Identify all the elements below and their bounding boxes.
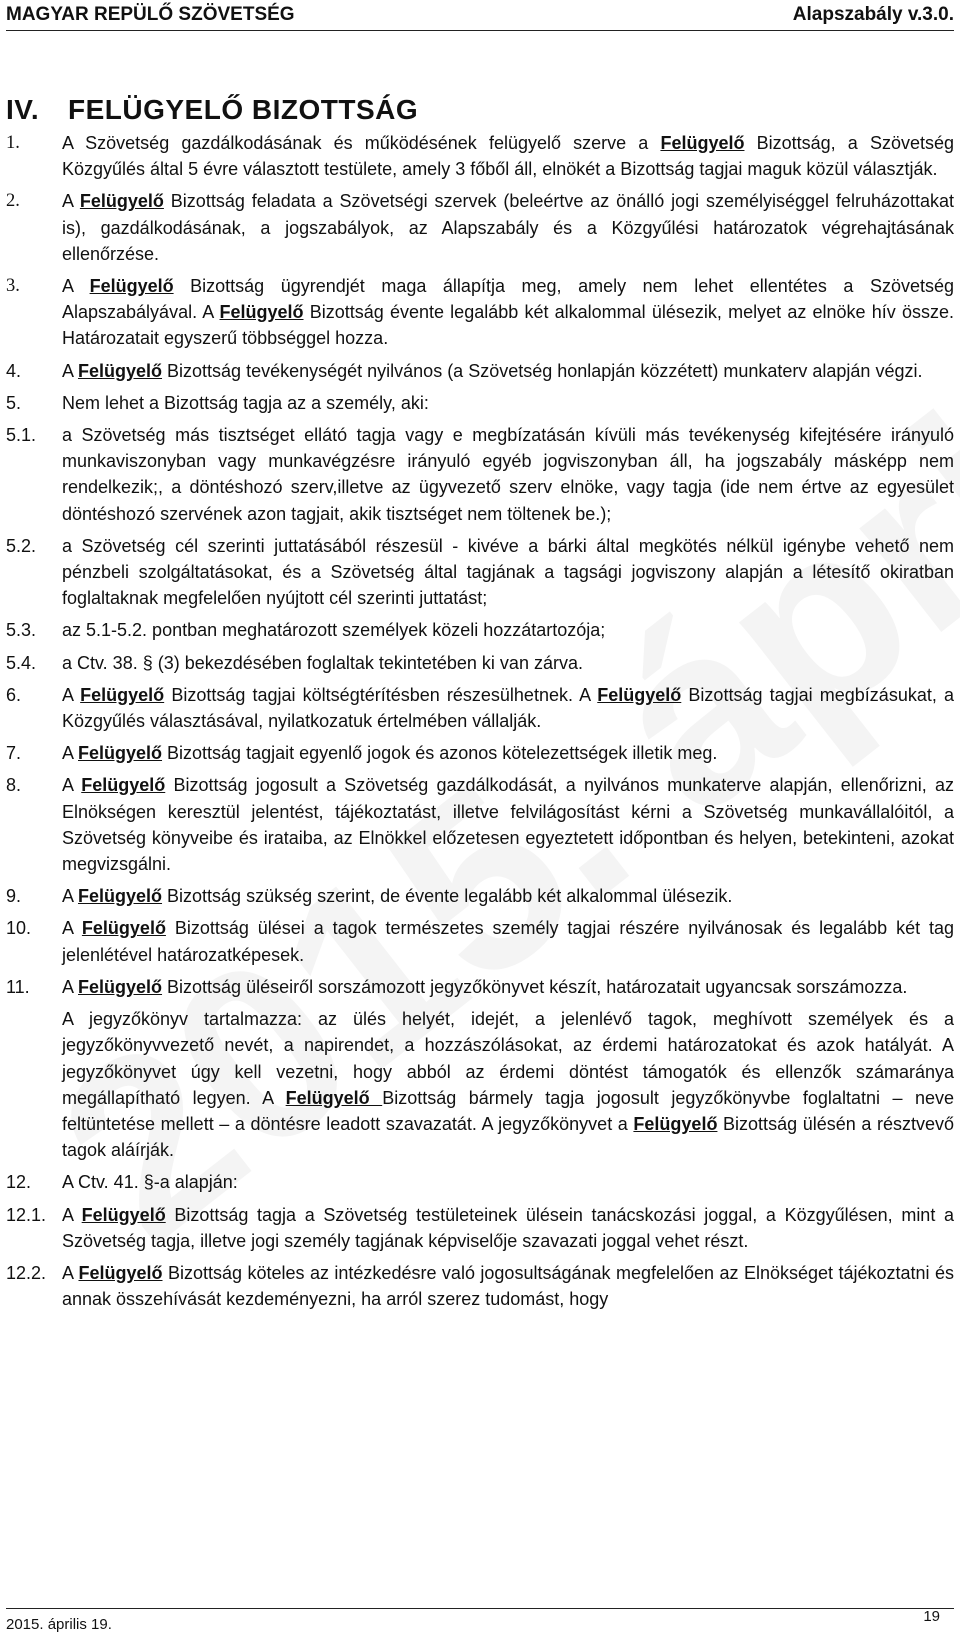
section-heading bbox=[6, 94, 418, 126]
paragraph-text bbox=[62, 740, 954, 766]
paragraph-number: 12. bbox=[6, 1172, 32, 1193]
header-doc-version: Alapszabály v.3.0. bbox=[792, 4, 954, 25]
paragraph-item bbox=[6, 772, 954, 877]
section-title: FELÜGYELŐ BIZOTTSÁG bbox=[68, 94, 419, 125]
paragraph-number: 1. bbox=[6, 133, 20, 153]
text-run: Bizottság tagja a Szövetség testületeinek ülésein tanácskozási joggal, a Közgyűlésen, mint a Szövetség tagja, illetve jogi személy tagjának képviselője szavazati joggal vehet részt. bbox=[62, 1204, 954, 1251]
highlighted-term: Felügyelő bbox=[78, 360, 163, 381]
text-run: A bbox=[62, 775, 82, 796]
paragraph-item bbox=[6, 1260, 954, 1312]
text-run: Bizottság tagjait egyenlő jogok és azonos kötelezettségek illetik meg. bbox=[162, 743, 718, 764]
text-run: A bbox=[62, 976, 79, 997]
paragraph-number: 12.1. bbox=[6, 1204, 47, 1225]
paragraph-item bbox=[6, 915, 954, 967]
text-run: A bbox=[62, 1262, 79, 1283]
paragraph-text bbox=[62, 1260, 954, 1312]
text-run: Bizottság ülésén a résztvevő tagok aláírják. bbox=[62, 1113, 954, 1161]
text-run: a Szövetség cél szerinti juttatásából részesül - kivéve a bárki által megkötés nélkül igénybe vehető nem pénzbeli szolgáltatásokat, és a Szövetség által tagjának a tagsági jogviszony alapján a létesítő okiratban foglaltaknak megfelelően nyújtott cél szerinti juttatást; bbox=[62, 535, 954, 609]
text-run: Bizottság, a Szövetség Közgyűlés által 5 évre választott testülete, amely 3 főből áll, elnökét a Bizottság tagjai maguk közül választják. bbox=[62, 133, 954, 180]
text-run: A bbox=[62, 743, 79, 764]
highlighted-term: Felügyelő bbox=[81, 775, 166, 796]
paragraph-item bbox=[6, 682, 954, 734]
highlighted-term: Felügyelő bbox=[78, 743, 163, 764]
paragraph-text bbox=[62, 390, 954, 416]
text-run: A bbox=[62, 918, 82, 939]
paragraph-text bbox=[62, 358, 954, 384]
footer-date: 2015. április 19. bbox=[6, 1616, 112, 1633]
page-number: 19 bbox=[923, 1608, 940, 1625]
paragraph-item bbox=[6, 974, 954, 1000]
paragraph-number bbox=[6, 1006, 62, 1163]
paragraph-item bbox=[6, 358, 954, 384]
paragraph-number: 5. bbox=[6, 392, 22, 413]
highlighted-term: Felügyelő bbox=[633, 1113, 718, 1134]
paragraph-text bbox=[62, 974, 954, 1000]
paragraph-item bbox=[6, 422, 954, 527]
paragraph-number: 10. bbox=[6, 918, 32, 939]
paragraph-text bbox=[62, 273, 954, 352]
text-run: Nem lehet a Bizottság tagja az a személy, aki: bbox=[62, 392, 429, 413]
paragraph-text bbox=[62, 883, 954, 909]
paragraph-text bbox=[62, 1169, 954, 1195]
paragraph-item bbox=[6, 273, 954, 352]
paragraph-number: 11. bbox=[6, 976, 30, 997]
paragraph-number: 7. bbox=[6, 743, 22, 764]
highlighted-term: Felügyelő bbox=[89, 276, 174, 297]
header-organization: MAGYAR REPÜLŐ SZÖVETSÉG bbox=[6, 4, 295, 25]
text-run: A Ctv. 41. §-a alapján: bbox=[62, 1172, 238, 1193]
highlighted-term: Felügyelő bbox=[597, 684, 682, 705]
footer-divider bbox=[6, 1608, 954, 1609]
paragraph-item bbox=[6, 1202, 954, 1254]
paragraph-item bbox=[6, 1169, 954, 1195]
text-run: A bbox=[62, 886, 79, 907]
paragraph-text bbox=[62, 130, 954, 182]
paragraph-number: 5.2. bbox=[6, 535, 37, 556]
paragraph-text bbox=[62, 1006, 954, 1163]
paragraph-item bbox=[6, 740, 954, 766]
paragraph-number: 5.3. bbox=[6, 620, 37, 641]
paragraph-text bbox=[62, 682, 954, 734]
paragraph-number: 12.2. bbox=[6, 1262, 47, 1283]
text-run: az 5.1-5.2. pontban meghatározott személyek közeli hozzátartozója; bbox=[62, 620, 606, 641]
text-run: Bizottság bármely tagja jogosult jegyzőkönyvbe foglaltatni – neve feltüntetése mellett – a döntésre leadott szavazatát. A jegyzőkönyvet a bbox=[62, 1087, 955, 1134]
text-run: Bizottság tagjai megbízásukat, a Közgyűlés választásával, nyilatkozatuk értelmében vállalják. bbox=[62, 684, 954, 732]
highlighted-term: Felügyelő bbox=[285, 1087, 383, 1108]
highlighted-term: Felügyelő bbox=[78, 976, 163, 997]
paragraph-number: 4. bbox=[6, 360, 22, 381]
text-run: Bizottság szükség szerint, de évente legalább két alkalommal ülésezik. bbox=[162, 886, 733, 907]
text-run: Bizottság ülései a tagok természetes személy tagjai részére nyilvánosak és legalább két tag jelenlétével határozatképesek. bbox=[62, 918, 955, 965]
text-run: Bizottság jogosult a Szövetség gazdálkodását, a nyilvános munkaterve alapján, ellenőrizni, az Elnökségen keresztül jelentést, tájékoztatást, illetve felvilágosítást kérni a Szövetség munkavállalóitól, a Szövetség könyveibe és irataiba, az Elnökkel előzetesen egyeztetett időpontban és helyen, betekinteni, azokat megvizsgálni. bbox=[62, 775, 954, 875]
text-run: Bizottság köteles az intézkedésre való jogosultságának megfelelően az Elnökséget tájékoztatni és annak összehívását kezdeményezni, ha arról szerez tudomást, hogy bbox=[62, 1262, 954, 1310]
text-run: Bizottság tagjai költségtérítésben részesülhetnek. A bbox=[164, 684, 598, 705]
text-run: a Szövetség más tisztséget ellátó tagja vagy e megbízatásán kívüli más tevékenység kifejtésére irányuló munkaviszonyban vagy munkavégzésre irányuló egyéb jogviszonyban áll, ha jogszabály másképp nem rendelkezik;, a döntéshozó szerv,illetve az ügyvezető szerv elnöke, vagy tagja (ide nem értve az egyesület döntéshozó szervének azon tagjait, akik tisztséget nem töltenek be.); bbox=[62, 425, 954, 524]
section-number: IV. bbox=[6, 94, 40, 125]
text-run: A bbox=[62, 191, 80, 212]
article-body bbox=[6, 130, 954, 1318]
page-header bbox=[0, 0, 960, 32]
paragraph-item bbox=[6, 130, 954, 182]
paragraph-text bbox=[62, 617, 954, 643]
text-run: A Szövetség gazdálkodásának és működésének felügyelő szerve a bbox=[62, 133, 661, 153]
paragraph-number: 5.1. bbox=[6, 425, 37, 446]
paragraph-text bbox=[62, 1202, 954, 1254]
paragraph-text bbox=[62, 772, 954, 877]
highlighted-term: Felügyelő bbox=[81, 918, 166, 939]
paragraph-number: 2. bbox=[6, 191, 20, 212]
highlighted-term: Felügyelő bbox=[78, 1262, 163, 1283]
text-run: A bbox=[62, 276, 90, 297]
paragraph-item bbox=[6, 650, 954, 676]
paragraph-number: 5.4. bbox=[6, 652, 37, 673]
paragraph-text bbox=[62, 422, 954, 527]
text-run: A bbox=[62, 684, 81, 705]
text-run: A bbox=[62, 360, 79, 381]
highlighted-term: Felügyelő bbox=[81, 1204, 166, 1225]
paragraph-item bbox=[6, 883, 954, 909]
text-run: Bizottság üléseiről sorszámozott jegyzőkönyvet készít, határozatait ugyancsak sorszámozza. bbox=[162, 976, 908, 997]
highlighted-term: Felügyelő bbox=[80, 684, 165, 705]
text-run: Bizottság évente legalább két alkalommal ülésezik, melyet az elnöke hív össze. Határozatait egyszerű többséggel hozza. bbox=[62, 302, 954, 349]
paragraph-text bbox=[62, 915, 954, 967]
paragraph-item bbox=[6, 533, 954, 612]
text-run: Bizottság tevékenységét nyilvános (a Szövetség honlapján közzétett) munkaterv alapján végzi. bbox=[162, 360, 923, 381]
text-run: A bbox=[62, 1204, 82, 1225]
paragraph-text bbox=[62, 188, 954, 267]
paragraph-text bbox=[62, 650, 954, 676]
paragraph-item bbox=[6, 390, 954, 416]
paragraph-item bbox=[6, 617, 954, 643]
paragraph-item bbox=[6, 188, 954, 267]
highlighted-term: Felügyelő bbox=[219, 302, 304, 323]
paragraph-number: 6. bbox=[6, 684, 22, 705]
text-run: a Ctv. 38. § (3) bekezdésében foglaltak tekintetében ki van zárva. bbox=[62, 652, 583, 673]
paragraph-number: 3. bbox=[6, 276, 20, 297]
paragraph-number: 9. bbox=[6, 886, 22, 907]
highlighted-term: Felügyelő bbox=[79, 191, 164, 212]
text-run: A jegyzőkönyv tartalmazza: az ülés helyét, idejét, a jelenlévő tagok, meghívott személyek és a jegyzőkönyvvezető nevét, a napirendet, a hozzászólásokat, az érdemi határozatokat és azok hatályát. A jegyzőkönyvet úgy kell vezetni, hogy abból az érdemi döntést támogatók és ellenzők számaránya megállapítható legyen. A bbox=[62, 1009, 954, 1108]
paragraph-item bbox=[6, 1006, 954, 1163]
header-divider bbox=[6, 30, 954, 31]
paragraph-number: 8. bbox=[6, 775, 22, 796]
text-run: Bizottság feladata a Szövetségi szervek (beleértve az önálló jogi személyiséggel felruházottakat is), gazdálkodásának, a jogszabályok, az Alapszabály és a Közgyűlési határozatok végrehajtásának ellenőrzése. bbox=[62, 191, 955, 264]
paragraph-text bbox=[62, 533, 954, 612]
highlighted-term: Felügyelő bbox=[78, 886, 163, 907]
text-run: Bizottság ügyrendjét maga állapítja meg, amely nem lehet ellentétes a Szövetség Alapszabályával. A bbox=[62, 276, 955, 323]
highlighted-term: Felügyelő bbox=[660, 133, 745, 153]
